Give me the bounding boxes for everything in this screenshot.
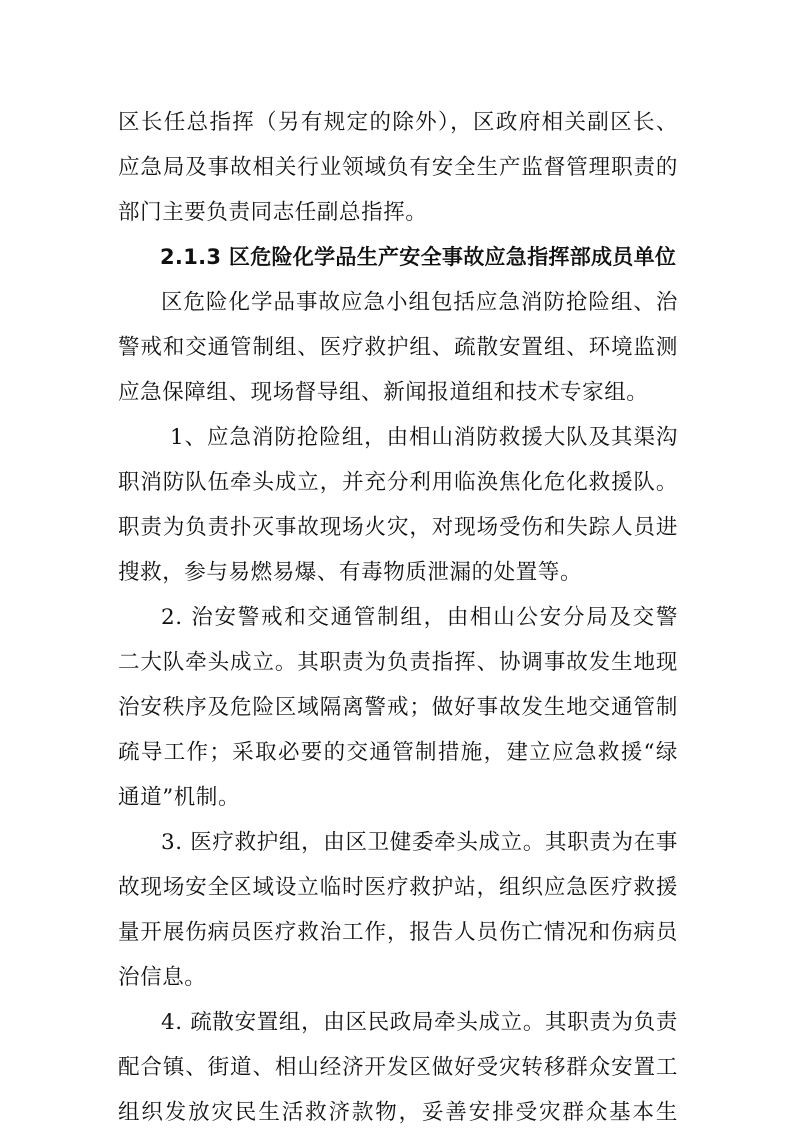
paragraph-line: 搜救，参与易燃易爆、有毒物质泄漏的处置等。 <box>118 560 583 585</box>
paragraph-line: 故现场安全区域设立临时医疗救护站，组织应急医疗救援 <box>118 875 678 900</box>
section-heading: 2.1.3 区危险化学品生产安全事故应急指挥部成员单位 <box>160 245 677 269</box>
paragraph-line: 治信息。 <box>118 965 207 990</box>
document-body <box>118 100 678 1135</box>
paragraph-line: 职消防队伍牵头成立，并充分利用临涣焦化危化救援队。 <box>118 470 678 495</box>
paragraph-line: 量开展伤病员医疗救治工作，报告人员伤亡情况和伤病员 <box>118 920 678 945</box>
paragraph-line: 二大队牵头成立。其职责为负责指挥、协调事故发生地现 <box>118 650 678 675</box>
paragraph-line: 通道”机制。 <box>118 785 241 810</box>
paragraph-line: 2. 治安警戒和交通管制组，由相山公安分局及交警 <box>161 605 678 630</box>
paragraph-line: 1、应急消防抢险组，由相山消防救援大队及其渠沟 <box>170 425 678 450</box>
paragraph-line: 应急保障组、现场督导组、新闻报道组和技术专家组。 <box>118 380 649 405</box>
paragraph-line: 区长任总指挥（另有规定的除外），区政府相关副区长、 <box>118 110 678 135</box>
paragraph-line: 配合镇、街道、相山经济开发区做好受灾转移群众安置工 <box>118 1055 678 1080</box>
paragraph-line: 应急局及事故相关行业领域负有安全生产监督管理职责的 <box>118 155 678 180</box>
paragraph-line: 4. 疏散安置组，由区民政局牵头成立。其职责为负责 <box>161 1010 678 1035</box>
paragraph-line: 组织发放灾民生活救济款物，妥善安排受灾群众基本生 <box>118 1100 678 1125</box>
paragraph-line: 治安秩序及危险区域隔离警戒；做好事故发生地交通管制 <box>118 695 678 720</box>
paragraph-line: 疏导工作；采取必要的交通管制措施，建立应急救援“绿 <box>118 740 678 765</box>
paragraph-line: 职责为负责扑灭事故现场火灾，对现场受伤和失踪人员进 <box>118 515 678 540</box>
paragraph-line: 警戒和交通管制组、医疗救护组、疏散安置组、环境监测 <box>118 335 678 360</box>
paragraph-line: 3. 医疗救护组，由区卫健委牵头成立。其职责为在事 <box>161 830 678 855</box>
paragraph-line: 区危险化学品事故应急小组包括应急消防抢险组、治 <box>161 290 678 315</box>
paragraph-line: 部门主要负责同志任副总指挥。 <box>118 200 428 225</box>
